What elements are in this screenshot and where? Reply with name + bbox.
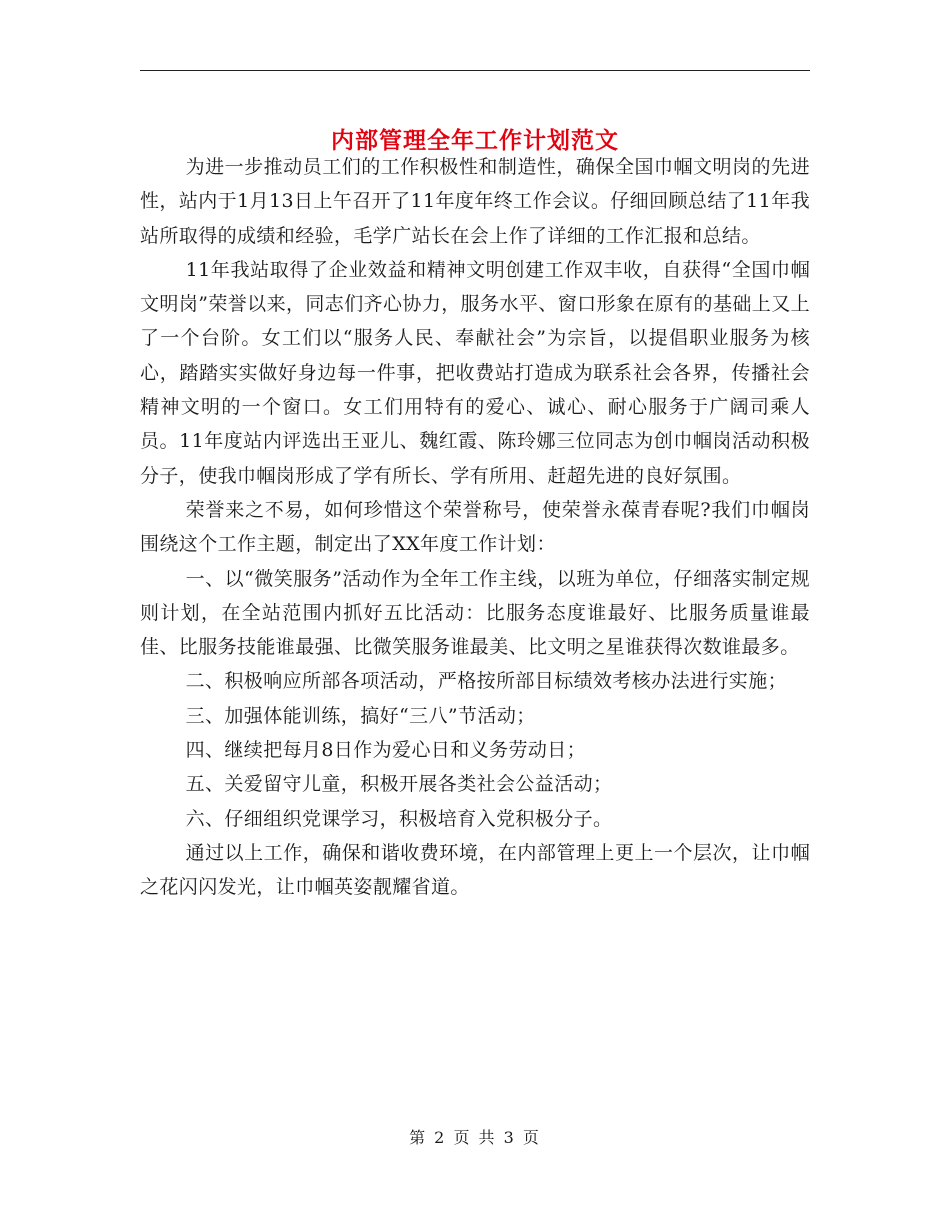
document-body — [140, 150, 810, 905]
paragraph-intro: 为进一步推动员工们的工作积极性和制造性，确保全国巾帼文明岗的先进性，站内于1月13日上午召开了11年度年终工作会议。仔细回顾总结了11年我站所取得的成绩和经验，毛学广站长在会上作了详细的工作汇报和总结。 — [140, 156, 810, 247]
plan-item-4: 四、继续把每月8日作为爱心日和义务劳动日； — [185, 739, 587, 762]
page-number: 第 2 页 共 3 页 — [409, 1128, 541, 1147]
document-title: 内部管理全年工作计划范文 — [331, 127, 619, 155]
plan-item-6: 六、仔细组织党课学习，积极培育入党积极分子。 — [185, 807, 613, 830]
paragraph-achievements: 11年我站取得了企业效益和精神文明创建工作双丰收，自获得“全国巾帼文明岗”荣誉以来，同志们齐心协力，服务水平、窗口形象在原有的基础上又上了一个台阶。女工们以“服务人民、奉献社会”为宗旨，以提倡职业服务为核心，踏踏实实做好身边每一件事，把收费站打造成为联系社会各界，传播社会精神文明的一个窗口。女工们用特有的爱心、诚心、耐心服务于广阔司乘人员。11年度站内评选出王亚儿、魏红霞、陈玲娜三位同志为创巾帼岗活动积极分子，使我巾帼岗形成了学有所长、学有所用、赶超先进的良好氛围。 — [140, 258, 810, 487]
plan-item-5: 五、关爱留守儿童，积极开展各类社会公益活动； — [185, 773, 613, 796]
header-rule — [140, 70, 810, 71]
paragraph-conclusion: 通过以上工作，确保和谐收费环境，在内部管理上更上一个层次，让巾帼之花闪闪发光，让巾帼英姿靓耀省道。 — [140, 841, 810, 899]
plan-item-2: 二、积极响应所部各项活动，严格按所部目标绩效考核办法进行实施； — [185, 670, 787, 693]
plan-item-3: 三、加强体能训练，搞好“三八”节活动； — [185, 704, 536, 727]
plan-item-1: 一、以“微笑服务”活动作为全年工作主线，以班为单位，仔细落实制定规则计划，在全站范围内抓好五比活动：比服务态度谁最好、比服务质量谁最佳、比服务技能谁最强、比微笑服务谁最美、比文明之星谁获得次数谁最多。 — [140, 567, 810, 659]
paragraph-plan-intro: 荣誉来之不易，如何珍惜这个荣誉称号，使荣誉永葆青春呢?我们巾帼岗围绕这个工作主题，制定出了XX年度工作计划： — [140, 498, 810, 556]
